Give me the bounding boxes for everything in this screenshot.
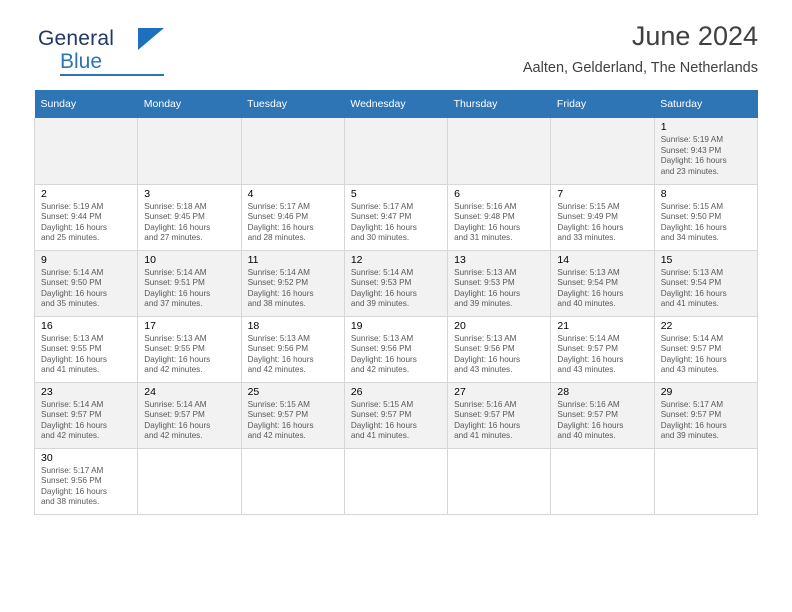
calendar-day-cell[interactable] [654,250,757,316]
calendar-day-cell[interactable] [654,118,757,184]
calendar-day-cell[interactable] [241,250,344,316]
day-number: 6 [454,187,460,200]
day-info-line: Sunset: 9:56 PM [41,476,102,486]
calendar-day-cell[interactable] [35,382,138,448]
day-info-line: Daylight: 16 hours [454,420,521,430]
day-info-line: Daylight: 16 hours [41,354,107,364]
calendar-day-cell[interactable] [448,250,551,316]
brand-logo [38,28,238,86]
day-info-line: Sunset: 9:57 PM [247,410,309,420]
day-info-line: Sunset: 9:47 PM [350,212,412,222]
day-number: 19 [350,319,363,332]
title-block [523,22,758,76]
day-info-line: Daylight: 16 hours [247,288,314,298]
day-info-line: Daylight: 16 hours [660,354,727,364]
day-info-line: Daylight: 16 hours [350,354,417,364]
day-info-line: and 41 minutes. [350,431,410,441]
day-info-line: Sunrise: 5:15 AM [660,201,724,211]
day-info-line: and 42 minutes. [247,431,306,441]
day-info-line: Sunrise: 5:13 AM [41,333,104,343]
day-number: 5 [350,187,357,200]
day-info-line: Sunrise: 5:14 AM [144,267,207,277]
day-info-line: Sunset: 9:57 PM [660,344,722,354]
day-info-line: Daylight: 16 hours [144,222,211,232]
day-info-line: Sunset: 9:46 PM [247,212,309,222]
day-info-line: and 39 minutes. [454,299,513,309]
day-info-line: Sunset: 9:48 PM [454,212,515,222]
day-info-line: Sunrise: 5:15 AM [350,399,414,409]
calendar-day-cell[interactable] [35,184,138,250]
day-number: 21 [557,319,570,332]
day-info-line: and 30 minutes. [350,233,410,243]
day-number: 28 [557,385,570,398]
brand-name-general: General [38,27,115,50]
calendar-day-cell[interactable] [654,316,757,382]
day-info-line: Daylight: 16 hours [557,420,624,430]
day-info-line: Daylight: 16 hours [454,354,521,364]
calendar-day-cell[interactable] [35,448,138,514]
day-info-line: Daylight: 16 hours [144,354,211,364]
day-info-line: Daylight: 16 hours [41,222,107,232]
triangle-flag-icon [138,28,164,50]
day-info-line: Sunrise: 5:15 AM [247,399,310,409]
day-info-line: and 38 minutes. [247,299,306,309]
calendar-day-cell[interactable] [344,316,447,382]
day-number: 17 [144,319,156,332]
day-info-line: Daylight: 16 hours [660,288,727,298]
day-info-line: and 27 minutes. [144,233,203,243]
day-info-line: Daylight: 16 hours [247,222,314,232]
day-info-line: Sunrise: 5:16 AM [557,399,620,409]
day-info-line: and 39 minutes. [660,431,719,441]
day-info-line: Sunrise: 5:15 AM [557,201,620,211]
day-info-line: Sunset: 9:57 PM [144,410,205,420]
day-number: 30 [41,451,53,464]
weekday-header-friday: Friday [551,90,654,118]
day-info-line: Daylight: 16 hours [454,288,521,298]
day-number: 26 [350,385,363,398]
calendar-day-cell[interactable] [448,184,551,250]
day-number: 16 [41,319,53,332]
day-info-line: Sunset: 9:57 PM [41,410,102,420]
day-number: 27 [454,385,466,398]
day-info-line: and 25 minutes. [41,233,100,243]
day-info-line: Daylight: 16 hours [144,420,211,430]
day-info-line: Sunset: 9:54 PM [557,278,618,288]
day-info-line: Sunset: 9:57 PM [557,344,618,354]
day-number: 10 [144,253,156,266]
day-info-line: Daylight: 16 hours [660,222,727,232]
calendar-empty-cell [35,118,138,184]
day-info-line: and 43 minutes. [454,365,513,375]
calendar-empty-cell [448,118,551,184]
day-info-line: Daylight: 16 hours [557,354,624,364]
day-info-line: Sunset: 9:57 PM [454,410,515,420]
day-info-line: Sunset: 9:49 PM [557,212,618,222]
day-info-line: and 37 minutes. [144,299,203,309]
day-info-line: and 35 minutes. [41,299,100,309]
calendar-empty-cell [241,448,344,514]
day-info-line: and 28 minutes. [247,233,306,243]
day-info-line: Sunrise: 5:14 AM [41,267,104,277]
day-info-line: Sunset: 9:55 PM [41,344,102,354]
day-info-line: and 39 minutes. [350,299,410,309]
weekday-header-row [35,90,758,118]
day-info-line: Sunset: 9:51 PM [144,278,205,288]
day-info-line: Sunset: 9:56 PM [350,344,412,354]
calendar-empty-cell [448,448,551,514]
day-info-line: Sunrise: 5:13 AM [247,333,310,343]
calendar-day-cell[interactable] [344,382,447,448]
calendar-empty-cell [138,448,241,514]
day-info-line: and 42 minutes. [144,431,203,441]
day-info-line: Daylight: 16 hours [660,420,727,430]
calendar-day-cell[interactable] [551,316,654,382]
calendar-day-cell[interactable] [448,382,551,448]
day-info-line: Sunset: 9:44 PM [41,212,102,222]
day-info-line: Daylight: 16 hours [454,222,521,232]
day-info-line: Sunrise: 5:14 AM [350,267,414,277]
calendar-day-cell[interactable] [654,382,757,448]
calendar-empty-cell [138,118,241,184]
day-info-line: and 41 minutes. [454,431,513,441]
day-info-line: Daylight: 16 hours [350,222,417,232]
day-info-line: Daylight: 16 hours [41,486,107,496]
day-number: 23 [41,385,53,398]
day-info-line: and 42 minutes. [144,365,203,375]
day-number: 25 [247,385,260,398]
brand-underline [60,74,164,76]
calendar-week-row [35,250,758,316]
day-info-line: Daylight: 16 hours [247,354,314,364]
weekday-header-tuesday: Tuesday [241,90,344,118]
day-info-line: Sunrise: 5:14 AM [557,333,620,343]
day-info-line: Daylight: 16 hours [557,288,624,298]
day-info-line: Sunset: 9:43 PM [660,145,722,155]
calendar-week-row [35,448,758,514]
day-info-line: Daylight: 16 hours [41,420,107,430]
day-number: 24 [144,385,156,398]
calendar-week-row [35,382,758,448]
day-info-line: Sunset: 9:53 PM [350,278,412,288]
day-info-line: and 42 minutes. [247,365,306,375]
day-info-line: Sunset: 9:56 PM [247,344,309,354]
calendar-week-row [35,184,758,250]
calendar-day-cell[interactable] [654,184,757,250]
day-info-line: Sunset: 9:45 PM [144,212,205,222]
calendar-day-cell[interactable] [551,382,654,448]
day-number: 4 [247,187,254,200]
calendar-day-cell[interactable] [241,316,344,382]
day-number: 20 [454,319,466,332]
day-number: 1 [660,121,667,133]
day-info-line: and 40 minutes. [557,299,616,309]
day-number: 8 [660,187,667,200]
day-info-line: Sunrise: 5:18 AM [144,201,207,211]
day-info-line: Sunset: 9:56 PM [454,344,515,354]
page-title: June 2024 [631,21,758,51]
calendar-week-row [35,316,758,382]
day-info-line: Sunrise: 5:14 AM [660,333,724,343]
calendar-day-cell[interactable] [344,250,447,316]
day-info-line: Sunrise: 5:14 AM [41,399,104,409]
calendar-empty-cell [344,448,447,514]
day-info-line: Sunrise: 5:17 AM [247,201,310,211]
calendar-day-cell[interactable] [241,184,344,250]
day-number: 3 [144,187,151,200]
calendar-day-cell[interactable] [138,382,241,448]
day-info-line: Sunrise: 5:13 AM [454,267,517,277]
page-header [34,0,758,77]
day-info-line: Sunrise: 5:14 AM [247,267,310,277]
calendar-empty-cell [344,118,447,184]
calendar-day-cell[interactable] [138,316,241,382]
day-info-line: Daylight: 16 hours [247,420,314,430]
weekday-header-wednesday: Wednesday [344,90,447,118]
day-number: 29 [660,385,673,398]
day-info-line: and 34 minutes. [660,233,719,243]
day-info-line: Daylight: 16 hours [41,288,107,298]
day-number: 9 [41,253,47,266]
day-info-line: Sunrise: 5:13 AM [557,267,620,277]
day-info-line: and 41 minutes. [41,365,100,375]
day-info-line: Sunrise: 5:19 AM [660,135,724,144]
day-info-line: Sunset: 9:53 PM [454,278,515,288]
calendar-week-row [35,118,758,184]
day-info-line: Sunrise: 5:13 AM [660,267,724,277]
day-info-line: Sunrise: 5:17 AM [41,465,104,475]
day-number: 15 [660,253,673,266]
day-info-line: and 40 minutes. [557,431,616,441]
day-info-line: and 42 minutes. [350,365,410,375]
calendar-empty-cell [654,448,757,514]
location-subtitle: Aalten, Gelderland, The Netherlands [522,60,758,77]
day-info-line: Sunrise: 5:13 AM [454,333,517,343]
brand-name-blue: Blue [60,50,103,73]
weekday-header-sunday: Sunday [35,90,138,118]
calendar-empty-cell [241,118,344,184]
day-number: 2 [41,187,47,200]
day-number: 11 [247,253,259,266]
calendar-day-cell[interactable] [551,250,654,316]
day-info-line: and 42 minutes. [41,431,100,441]
day-info-line: Sunrise: 5:19 AM [41,201,104,211]
calendar-body [35,118,758,514]
day-number: 12 [350,253,363,266]
day-info-line: Daylight: 16 hours [660,156,727,166]
day-info-line: Sunset: 9:50 PM [660,212,722,222]
day-number: 14 [557,253,570,266]
weekday-header-thursday: Thursday [448,90,551,118]
calendar-day-cell[interactable] [344,184,447,250]
day-info-line: Sunset: 9:57 PM [350,410,412,420]
day-info-line: Daylight: 16 hours [350,420,417,430]
calendar-day-cell[interactable] [551,184,654,250]
day-info-line: Sunrise: 5:13 AM [144,333,207,343]
weekday-header-monday: Monday [138,90,241,118]
day-info-line: Sunset: 9:52 PM [247,278,309,288]
calendar-day-cell[interactable] [138,184,241,250]
calendar-day-cell[interactable] [35,250,138,316]
day-info-line: Daylight: 16 hours [557,222,624,232]
day-info-line: Sunrise: 5:13 AM [350,333,414,343]
day-info-line: Daylight: 16 hours [144,288,211,298]
day-info-line: and 43 minutes. [557,365,616,375]
day-info-line: and 33 minutes. [557,233,616,243]
day-info-line: Sunrise: 5:16 AM [454,201,517,211]
day-info-line: Sunset: 9:50 PM [41,278,102,288]
day-info-line: and 38 minutes. [41,497,100,507]
sunrise-sunset-calendar [34,90,758,515]
day-info-line: Sunset: 9:54 PM [660,278,722,288]
calendar-empty-cell [551,448,654,514]
day-info-line: Sunset: 9:57 PM [557,410,618,420]
day-info-line: Sunset: 9:57 PM [660,410,722,420]
day-info-line: Sunrise: 5:17 AM [660,399,724,409]
day-info-line: Sunrise: 5:17 AM [350,201,414,211]
day-info-line: and 23 minutes. [660,166,719,176]
calendar-day-cell[interactable] [241,382,344,448]
weekday-header-saturday: Saturday [654,90,757,118]
calendar-empty-cell [551,118,654,184]
day-number: 7 [557,187,564,200]
day-info-line: and 31 minutes. [454,233,513,243]
calendar-day-cell[interactable] [448,316,551,382]
day-info-line: and 43 minutes. [660,365,719,375]
day-info-line: Sunset: 9:55 PM [144,344,205,354]
calendar-day-cell[interactable] [35,316,138,382]
day-number: 18 [247,319,260,332]
day-number: 13 [454,253,466,266]
day-info-line: Daylight: 16 hours [350,288,417,298]
day-number: 22 [660,319,673,332]
calendar-day-cell[interactable] [138,250,241,316]
day-info-line: Sunrise: 5:16 AM [454,399,517,409]
day-info-line: and 41 minutes. [660,299,719,309]
day-info-line: Sunrise: 5:14 AM [144,399,207,409]
